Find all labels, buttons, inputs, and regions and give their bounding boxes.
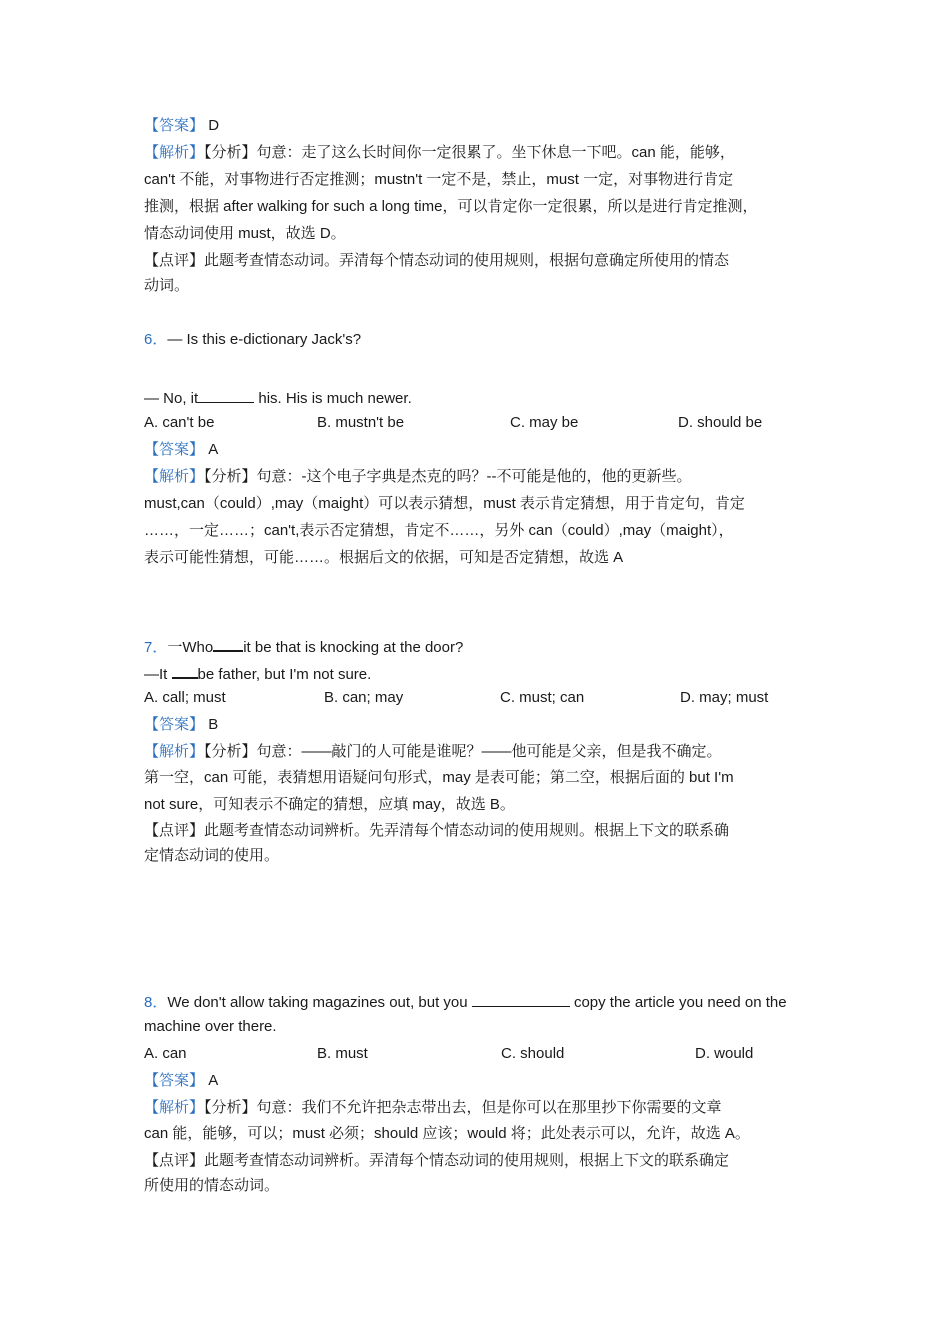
q8-comment-line-1: 【点评】此题考查情态动词辨析。弄清每个情态动词的使用规则，根据上下文的联系确定 xyxy=(144,1152,730,1169)
q8-answer xyxy=(144,1071,218,1091)
q8-option-d: D. would xyxy=(695,1045,754,1062)
q5-analysis-line-4: 情态动词使用 must，故选 D。 xyxy=(144,225,346,242)
q6-analysis-line-3: ……，一定……；can't,表示否定猜想，肯定不……，另外 can（could）,may（maight）， xyxy=(144,522,734,539)
q8-question-line-2: machine over there. xyxy=(144,1018,277,1035)
q7-option-d: D. may; must xyxy=(680,689,769,706)
q6-option-d: D. should be xyxy=(678,414,763,431)
q5-analysis-line-2: can't 不能，对事物进行否定推测；mustn't 一定不是，禁止，must 一定，对事物进行肯定 xyxy=(144,171,734,188)
question-number: 6． xyxy=(144,331,168,348)
q7-question: 7．一Who it be that is knocking at the door? xyxy=(144,635,463,658)
answer-value: A xyxy=(208,1072,219,1089)
q7-reply: —It be father, but I'm not sure. xyxy=(144,662,371,685)
q6-reply: — No, it his. His is much newer. xyxy=(144,387,412,409)
q6-analysis-line-4: 表示可能性猜想，可能……。根据后文的依据，可知是否定猜想，故选 A xyxy=(144,549,624,566)
analysis-tag: 【解析】 xyxy=(144,144,205,161)
q7-option-a: A. call; must xyxy=(144,689,226,706)
q6-question xyxy=(144,330,361,350)
q5-analysis-line-1 xyxy=(144,143,735,163)
answer-blank xyxy=(472,991,570,1007)
q8-question-line-1: 8．We don't allow taking magazines out, but you copy the article you need on the xyxy=(144,991,787,1013)
answer-tag: 【答案】 xyxy=(144,1072,205,1089)
answer-blank xyxy=(198,387,254,403)
q6-option-b: B. mustn't be xyxy=(317,414,405,431)
q6-option-c: C. may be xyxy=(510,414,579,431)
q6-analysis-line-1: 【解析】【分析】句意：-这个电子字典是杰克的吗？--不可能是他的，他的更新些。 xyxy=(144,468,692,485)
q5-comment-line-1: 【点评】此题考查情态动词。弄清每个情态动词的使用规则，根据句意确定所使用的情态 xyxy=(144,252,730,269)
q7-comment-line-2: 定情态动词的使用。 xyxy=(144,847,280,864)
q5-analysis-line-3: 推测，根据 after walking for such a long time，可以肯定你一定很累，所以是进行肯定推测， xyxy=(144,198,758,215)
q5-comment-line-2: 动词。 xyxy=(144,277,190,294)
q8-option-a: A. can xyxy=(144,1045,187,1062)
q7-answer xyxy=(144,715,218,735)
analysis-tag: 【解析】 xyxy=(144,1099,205,1116)
q6-answer xyxy=(144,440,218,460)
answer-tag: 【答案】 xyxy=(144,441,205,458)
answer-blank xyxy=(172,662,198,679)
q7-analysis-line-2: 第一空，can 可能，表猜想用语疑问句形式，may 是表可能；第二空，根据后面的 but I'm xyxy=(144,769,734,786)
q8-option-c: C. should xyxy=(501,1045,565,1062)
analysis-text: 【分析】句意：走了这么长时间你一定很累了。坐下休息一下吧。can 能，能够， xyxy=(204,144,735,161)
q8-comment-line-2: 所使用的情态动词。 xyxy=(144,1177,280,1194)
question-text: — Is this e-dictionary Jack's? xyxy=(167,331,362,348)
q5-answer xyxy=(144,116,219,136)
answer-value: A xyxy=(208,441,219,458)
q7-analysis-line-1: 【解析】【分析】句意：——敲门的人可能是谁呢？——他可能是父亲，但是我不确定。 xyxy=(144,743,722,760)
analysis-tag: 【解析】 xyxy=(144,468,205,485)
analysis-tag: 【解析】 xyxy=(144,743,205,760)
answer-blank xyxy=(213,635,243,652)
q7-comment-line-1: 【点评】此题考查情态动词辨析。先弄清每个情态动词的使用规则。根据上下文的联系确 xyxy=(144,822,730,839)
answer-tag: 【答案】 xyxy=(144,716,205,733)
q8-analysis-line-2: can 能，能够，可以；must 必须；should 应该；would 将；此处表示可以，允许，故选 A。 xyxy=(144,1125,750,1142)
q7-option-b: B. can; may xyxy=(324,689,404,706)
answer-tag: 【答案】 xyxy=(144,117,205,134)
q8-analysis-line-1: 【解析】【分析】句意：我们不允许把杂志带出去，但是你可以在那里抄下你需要的文章 xyxy=(144,1099,722,1116)
answer-value: B xyxy=(208,716,219,733)
question-number: 7． xyxy=(144,639,168,656)
q7-option-c: C. must; can xyxy=(500,689,585,706)
question-number: 8． xyxy=(144,994,168,1011)
q6-analysis-line-2: must,can（could）,may（maight）可以表示猜想，must 表示肯定猜想，用于肯定句，肯定 xyxy=(144,495,745,512)
q7-analysis-line-3: not sure，可知表示不确定的猜想，应填 may，故选 B。 xyxy=(144,796,515,813)
q8-option-b: B. must xyxy=(317,1045,368,1062)
q6-option-a: A. can't be xyxy=(144,414,215,431)
answer-value: D xyxy=(208,117,220,134)
